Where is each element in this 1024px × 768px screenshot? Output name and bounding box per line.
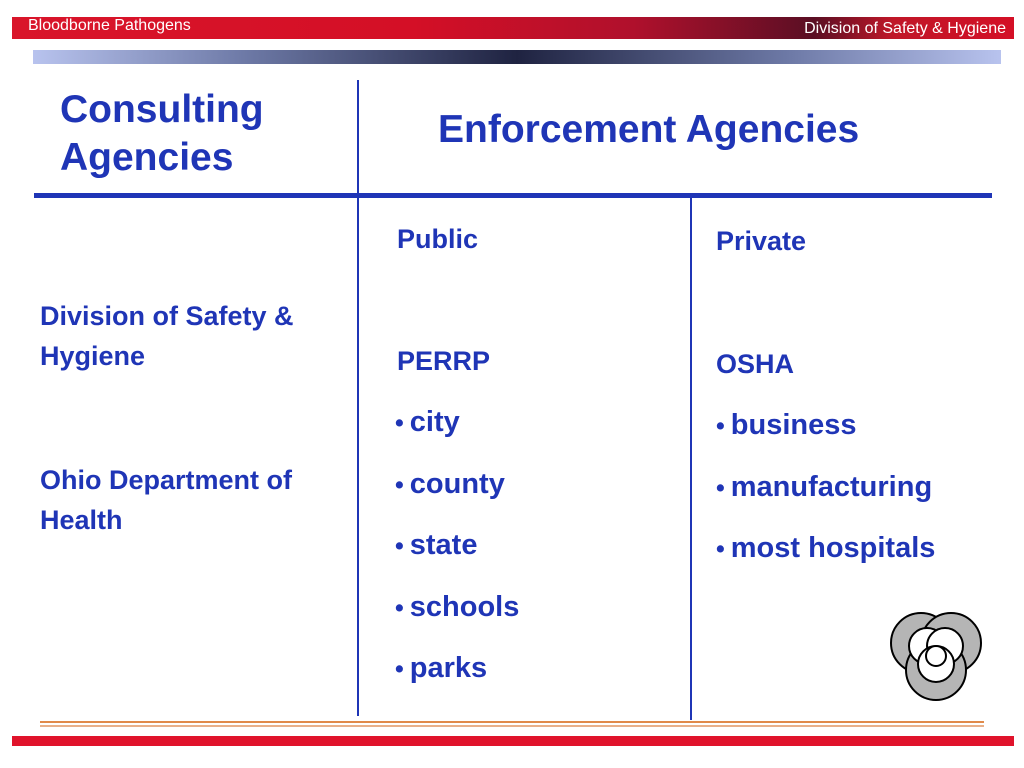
bullet-icon: •	[395, 532, 404, 560]
list-item: • parks	[395, 652, 488, 684]
public-agency-name: PERRP	[397, 346, 491, 376]
header-divider	[34, 193, 992, 198]
bullet-icon: •	[716, 412, 725, 440]
header-banner	[12, 17, 1014, 39]
column-divider-right	[690, 197, 692, 720]
list-item: • city	[395, 406, 460, 438]
list-item: • county	[395, 467, 505, 500]
enforcement-agencies-heading: Enforcement Agencies	[438, 108, 860, 151]
list-item: • most hospitals	[716, 532, 936, 564]
consulting-agencies-heading: Consulting Agencies	[60, 88, 264, 179]
private-column-header: Private	[716, 226, 807, 256]
consulting-agency-item: Division of Safety & Hygiene	[40, 301, 294, 371]
public-column-header: Public	[397, 224, 479, 254]
private-sector-list	[716, 409, 935, 594]
list-item: • business	[716, 409, 857, 441]
header-gradient-bar	[33, 50, 1001, 64]
bullet-icon: •	[395, 655, 404, 683]
footer-rule	[40, 721, 984, 729]
presentation-title: Bloodborne Pathogens	[28, 17, 191, 34]
bullet-icon: •	[716, 473, 725, 502]
bullet-icon: •	[395, 470, 404, 499]
column-divider-left	[357, 80, 359, 716]
list-item: • manufacturing	[716, 470, 933, 503]
list-item: • state	[395, 529, 478, 561]
bullet-icon: •	[395, 593, 404, 622]
public-sector-list	[395, 406, 519, 714]
consulting-agency-item: Ohio Department of Health	[40, 465, 293, 535]
private-agency-name: OSHA	[716, 349, 795, 379]
bullet-icon: •	[395, 409, 404, 437]
biohazard-icon	[881, 608, 991, 708]
footer-banner	[12, 736, 1014, 746]
list-item: • schools	[395, 590, 520, 623]
bullet-icon: •	[716, 535, 725, 563]
organization-name: Division of Safety & Hygiene	[804, 20, 1006, 37]
